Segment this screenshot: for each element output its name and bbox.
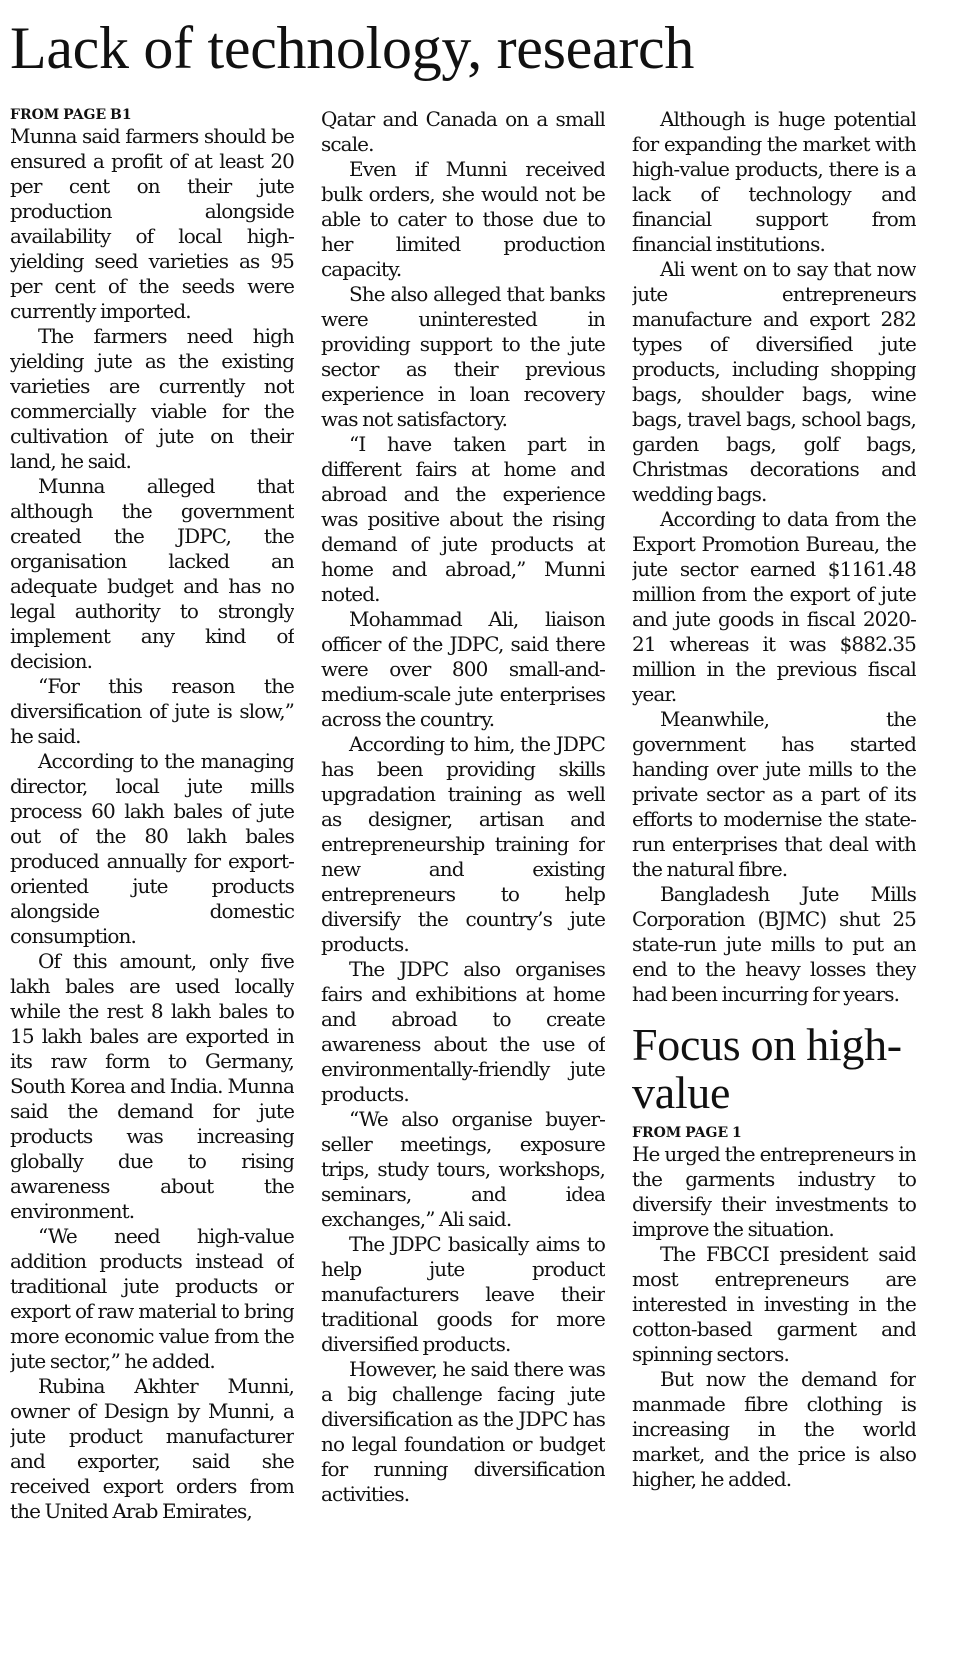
paragraph: Although is huge potential for expanding the market with high-value products, there is a lack of technology and financial support from financial institutions. [632,107,916,256]
paragraph: Munna alleged that although the government created the JDPC, the organisation lacked an adequate budget and has no legal authority to strongly implement any kind of decision. [10,474,294,673]
paragraph: “For this reason the diversification of jute is slow,” he said. [10,674,294,748]
paragraph: However, he said there was a big challenge facing jute diversification as the JDPC has no legal foundation or budget for running diversification activities. [321,1357,605,1506]
paragraph: But now the demand for manmade fibre clothing is increasing in the world market, and the price is also higher, he added. [632,1367,916,1491]
paragraph: Munna said farmers should be ensured a profit of at least 20 per cent on their jute production alongside availability of local high-yielding seed varieties as 95 per cent of the seeds were currently imported. [10,124,294,323]
article-column-3 [632,107,916,1647]
paragraph: Even if Munni received bulk orders, she would not be able to cater to those due to her limited production capacity. [321,157,605,281]
paragraph: The farmers need high yielding jute as the existing varieties are currently not commercially viable for the cultivation of jute on their land, he said. [10,324,294,473]
paragraph: According to the managing director, local jute mills process 60 lakh bales of jute out of the 80 lakh bales produced annually for export-oriented jute products alongside domestic consumption. [10,749,294,948]
paragraph: Qatar and Canada on a small scale. [321,107,605,156]
paragraph: “We also organise buyer-seller meetings, exposure trips, study tours, workshops, seminars, and idea exchanges,” Ali said. [321,1107,605,1231]
paragraph: Meanwhile, the government has started handing over jute mills to the private sector as a part of its efforts to modernise the state-run enterprises that deal with the natural fibre. [632,707,916,881]
paragraph: The FBCCI president said most entrepreneurs are interested in investing in the cotton-based garment and spinning sectors. [632,1242,916,1366]
paragraph: Rubina Akhter Munni, owner of Design by Munni, a jute product manufacturer and exporter, said she received export orders from the United Arab Emirates, [10,1374,294,1523]
paragraph: Of this amount, only five lakh bales are used locally while the rest 8 lakh bales to 15 lakh bales are exported in its raw form to Germany, South Korea and India. Munna said the demand for jute products was increasing globally due to rising awareness about the environment. [10,949,294,1223]
paragraph: The JDPC basically aims to help jute product manufacturers leave their traditional goods for more diversified products. [321,1232,605,1356]
paragraph: “I have taken part in different fairs at home and abroad and the experience was positive about the rising demand of jute products at home and abroad,” Munni noted. [321,432,605,606]
article-column-1 [10,107,294,1647]
paragraph: According to him, the JDPC has been providing skills upgradation training as well as designer, artisan and entrepreneurship training for new and existing entrepreneurs to help diversify the country’s jute products. [321,732,605,956]
article-column-2 [321,107,605,1647]
paragraph: “We need high-value addition products instead of traditional jute products or export of raw material to bring more economic value from the jute sector,” he added. [10,1224,294,1373]
second-article-headline: Focus on high-value [632,1019,902,1118]
paragraph: Mohammad Ali, liaison officer of the JDPC, said there were over 800 small-and-medium-scale jute enterprises across the country. [321,607,605,731]
second-article-jump-label: FROM PAGE 1 [632,1125,742,1141]
main-headline: Lack of technology, research [10,15,695,81]
jump-label: FROM PAGE B1 [10,107,132,123]
paragraph: He urged the entrepreneurs in the garments industry to diversify their investments to improve the situation. [632,1142,916,1241]
paragraph: Ali went on to say that now jute entrepreneurs manufacture and export 282 types of diversified jute products, including shopping bags, shoulder bags, wine bags, travel bags, school bags, garden bags, golf bags, Christmas decorations and wedding bags. [632,257,916,506]
paragraph: She also alleged that banks were uninterested in providing support to the jute sector as their previous experience in loan recovery was not satisfactory. [321,282,605,431]
paragraph: The JDPC also organises fairs and exhibitions at home and abroad to create awareness about the use of environmentally-friendly jute products. [321,957,605,1106]
paragraph: According to data from the Export Promotion Bureau, the jute sector earned $1161.48 million from the export of jute and jute goods in fiscal 2020-21 whereas it was $882.35 million in the previous fiscal year. [632,507,916,706]
paragraph: Bangladesh Jute Mills Corporation (BJMC) shut 25 state-run jute mills to put an end to the heavy losses they had been incurring for years. [632,882,916,1006]
